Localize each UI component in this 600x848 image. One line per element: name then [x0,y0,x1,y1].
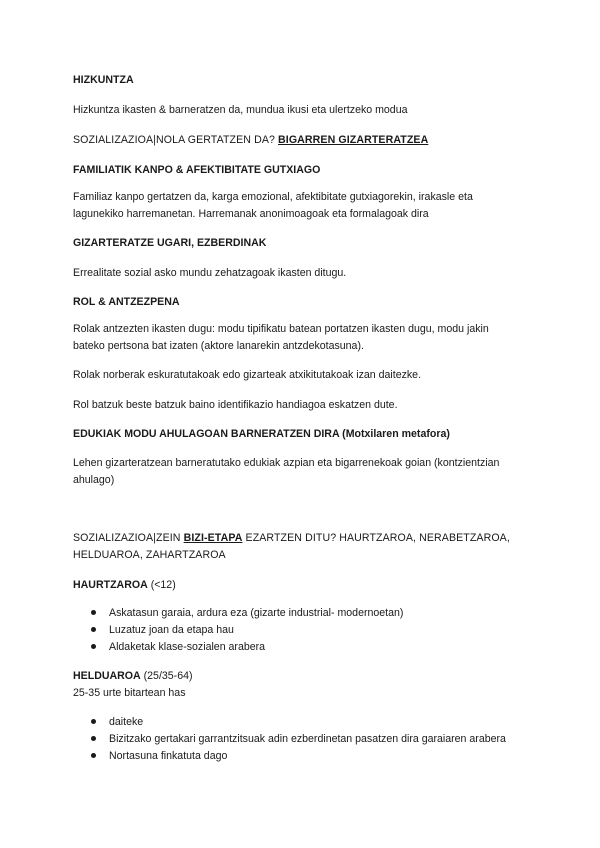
paragraph-edukiak-line1: Lehen gizarteratzean barneratutako edukiak azpian eta bigarrenekoak goian (kontzientzian [73,457,500,469]
paragraph-familiatik-line2: lagunekiko harremanetan. Harremanak anonimoagoak eta formalagoak dira [73,208,429,220]
heading-hizkuntza: HIZKUNTZA [73,74,134,86]
list-item: daiteke [73,714,506,731]
section-title-zein-line2: HELDUAROA, ZAHARTZAROA [73,549,226,561]
paragraph-rol-4: Rol batzuk beste batzuk baino identifikazio handiagoa eskatzen dute. [73,399,398,411]
heading-familiatik: FAMILIATIK KANPO & AFEKTIBITATE GUTXIAGO [73,164,321,176]
paragraph-familiatik-line1: Familiaz kanpo gertatzen da, karga emozional, afektibitate gutxiagorekin, irakasle eta [73,191,473,203]
haurtzaroa-list [73,605,403,656]
helduaroa-list [73,714,506,765]
heading-haurtzaroa-age: (<12) [147,579,176,591]
paragraph-rol-3: Rolak norberak eskuratutakoak edo gizarteak atxikitutakoak izan daitezke. [73,369,422,381]
section2-rest: EZARTZEN DITU? HAURTZAROA, NERABETZAROA, [242,532,510,544]
paragraph-ugari: Errealitate sozial asko mundu zehatzagoak ikasten ditugu. [73,267,347,279]
list-item: Nortasuna finkatuta dago [73,748,506,765]
paragraph-hizkuntza: Hizkuntza ikasten & barneratzen da, mundua ikusi eta ulertzeko modua [73,104,408,116]
list-item: Bizitzako gertakari garrantzitsuak adin ezberdinetan pasatzen dira garaiaren arabera [73,731,506,748]
section-title-zein-line1 [73,530,510,546]
heading-edukiak-main: EDUKIAK MODU AHULAGOAN BARNERATZEN DIRA [73,428,340,440]
section-title-nola [73,132,428,148]
bigarren-gizarteratzea-link[interactable]: BIGARREN GIZARTERATZEA [278,134,429,146]
paragraph-helduaroa: 25-35 urte bitartean has [73,687,186,699]
paragraph-edukiak-line2: ahulago) [73,474,115,486]
heading-helduaroa-label: HELDUAROA [73,670,141,682]
heading-helduaroa [73,668,193,684]
list-item: Aldaketak klase-sozialen arabera [73,639,403,656]
heading-ugari: GIZARTERATZE UGARI, EZBERDINAK [73,237,267,249]
heading-haurtzaroa-label: HAURTZAROA [73,579,148,591]
section2-prefix: SOZIALIZAZIOA|ZEIN [73,532,184,544]
paragraph-rol-line2: bateko pertsona bat izaten (aktore lanarekin antzdekotasuna). [73,340,364,352]
heading-rol: ROL & ANTZEZPENA [73,296,180,308]
heading-helduaroa-age: (25/35-64) [140,670,193,682]
list-item: Luzatuz joan da etapa hau [73,622,403,639]
paragraph-rol-line1: Rolak antzezten ikasten dugu: modu tipifikatu batean portatzen ikasten dugu, modu jakin [73,323,489,335]
heading-haurtzaroa [73,577,176,593]
heading-edukiak-aside: (Motxilaren metafora) [339,428,450,440]
heading-edukiak [73,426,450,442]
bizi-etapa-link[interactable]: BIZI-ETAPA [183,532,243,544]
section-title-prefix: SOZIALIZAZIOA|NOLA GERTATZEN DA? [73,134,279,146]
list-item: Askatasun garaia, ardura eza (gizarte industrial- modernoetan) [73,605,403,622]
